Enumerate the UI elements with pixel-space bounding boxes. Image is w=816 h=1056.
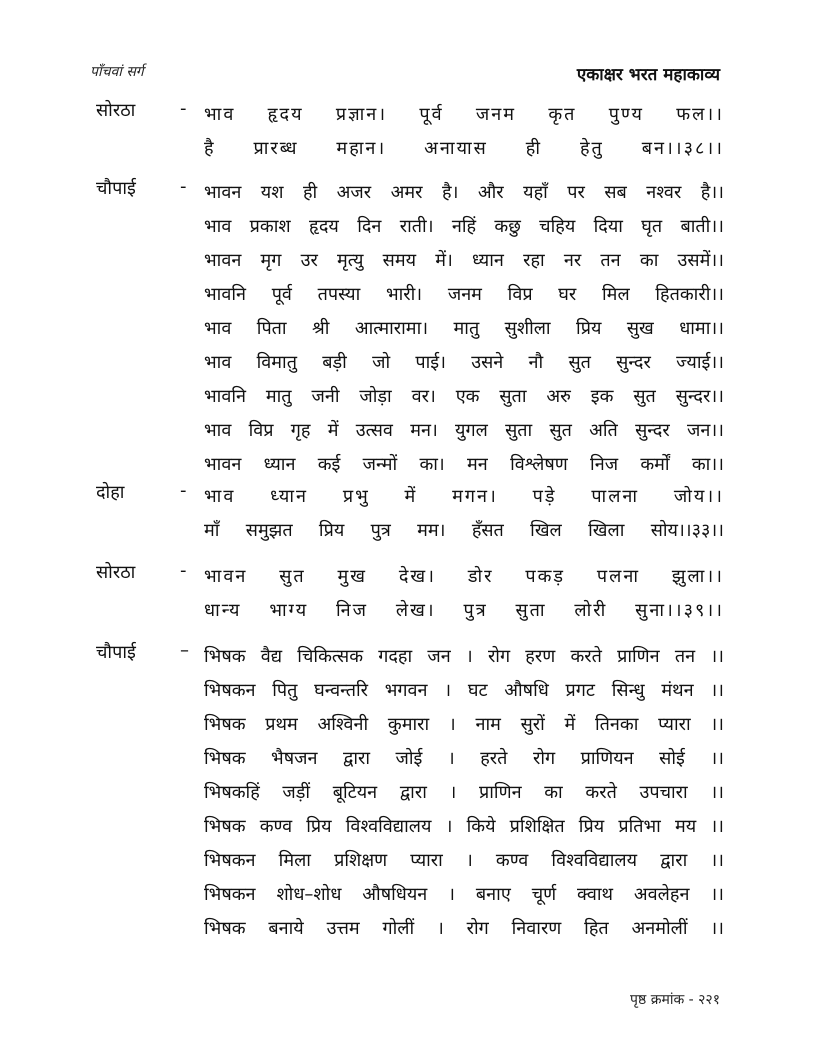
stanza-dash: - (180, 176, 187, 197)
verse-line: भावनि पूर्व तपस्या भारी। जनम विप्र घर मिल हितकारी।। (204, 284, 724, 305)
verse-line: भिषकन शोध–शोध औषधियन । बनाए चूर्ण क्वाथ अवलेहन ।। (204, 884, 724, 905)
verse-line: भावन यश ही अजर अमर है। और यहाँ पर सब नश्वर है।। (204, 182, 724, 203)
stanza-label: चौपाई (96, 642, 136, 663)
stanza-chaupai-1 (96, 176, 736, 482)
page-number: पृष्ठ क्रमांक - २२१ (630, 992, 720, 1008)
verse-line: भाव विमातु बड़ी जो पाई। उसने नौ सुत सुन्दर ज्याई।। (204, 352, 724, 373)
verse-line: भिषकन पितु घन्वन्तरि भगवन । घट औषधि प्रगट सिन्धु मंथन ।। (204, 680, 724, 701)
stanza-dash: – (180, 640, 189, 661)
verse-line: धान्य भाग्य निज लेख। पुत्र सुता लोरी सुना।।३९।। (204, 600, 724, 621)
book-title: एकाक्षर भरत महाकाव्य (576, 65, 720, 85)
verse-line: भावन मृग उर मृत्यु समय में। ध्यान रहा नर तन का उसमें।। (204, 250, 724, 271)
verse-line: भिषकन मिला प्रशिक्षण प्यारा । कण्व विश्वविद्यालय द्वारा ।। (204, 850, 724, 871)
stanza-soratha-2 (96, 560, 736, 628)
verse-line: भिषक कण्व प्रिय विश्वविद्यालय । किये प्रशिक्षित प्रिय प्रतिभा मय ।। (204, 816, 724, 837)
verse-line: भाव विप्र गृह में उत्सव मन। युगल सुता सुत अति सुन्दर जन।। (204, 420, 724, 441)
verse-line: माँ समुझत प्रिय पुत्र मम। हँसत खिल खिला सोय।।३३।। (204, 520, 724, 541)
stanza-dash: - (180, 560, 187, 581)
verse-line: भावन ध्यान कई जन्मों का। मन विश्लेषण निज कर्मों का।। (204, 454, 724, 475)
verse-line: भिषक बनाये उत्तम गोलीं । रोग निवारण हित अनमोलीं ।। (204, 918, 724, 939)
stanza-label: दोहा (96, 482, 125, 503)
verse-line: है प्रारब्ध महान। अनायास ही हेतु बन।।३८।। (204, 138, 724, 159)
verse-line: भिषकहिं जड़ीं बूटियन द्वारा । प्राणिन का करते उपचारा ।। (204, 782, 724, 803)
verse-line: भिषक भैषजन द्वारा जोई । हरते रोग प्राणियन सोई ।। (204, 748, 724, 769)
verse-line: भावन सुत मुख देख। डोर पकड़ पलना झुला।। (204, 566, 724, 587)
verse-line: भाव हृदय प्रज्ञान। पूर्व जनम कृत पुण्य फल।। (204, 104, 724, 125)
stanza-chaupai-2 (96, 640, 736, 946)
verse-line: भाव पिता श्री आत्मारामा। मातु सुशीला प्रिय सुख धामा।। (204, 318, 724, 339)
verse-line: भावनि मातु जनी जोड़ा वर। एक सुता अरु इक सुत सुन्दर।। (204, 386, 724, 407)
verse-line: भाव ध्यान प्रभु में मगन। पड़े पालना जोय।। (204, 486, 724, 507)
stanza-label: सोरठा (96, 100, 136, 121)
stanza-dash: - (180, 98, 187, 119)
stanza-label: सोरठा (96, 562, 136, 583)
verse-line: भिषक प्रथम अश्विनी कुमारा । नाम सुरों में तिनका प्यारा ।। (204, 714, 724, 735)
chapter-heading: पाँचवां सर्ग (90, 64, 144, 80)
verse-line: भिषक वैद्य चिकित्सक गदहा जन । रोग हरण करते प्राणिन तन ।। (204, 646, 724, 667)
verse-line: भाव प्रकाश हृदय दिन राती। नहिं कछु चहिय दिया घृत बाती।। (204, 216, 724, 237)
stanza-label: चौपाई (96, 178, 136, 199)
stanza-soratha-1 (96, 98, 736, 166)
stanza-doha (96, 480, 736, 548)
stanza-dash: - (180, 480, 187, 501)
